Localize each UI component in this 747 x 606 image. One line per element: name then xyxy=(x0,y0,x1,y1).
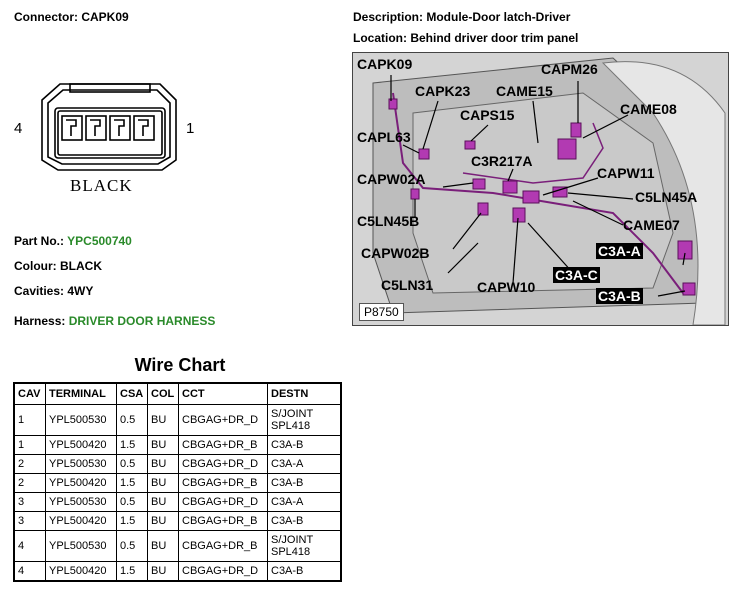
pin-label-left: 4 xyxy=(14,120,23,137)
cell-csa: 0.5 xyxy=(117,531,148,562)
callout-came07: CAME07 xyxy=(623,217,680,233)
part-label: Part No.: xyxy=(14,234,65,248)
cell-col: BU xyxy=(148,512,179,531)
header-col: COL xyxy=(148,383,179,405)
callout-capw02a: CAPW02A xyxy=(357,171,426,187)
table-row xyxy=(14,474,341,493)
cavities-line xyxy=(14,284,93,298)
header-destn: DESTN xyxy=(268,383,342,405)
cell-terminal: YPL500420 xyxy=(46,436,117,455)
description-line xyxy=(353,10,570,24)
cell-cav: 2 xyxy=(14,455,46,474)
connector-label: Connector: xyxy=(14,10,78,24)
cell-cct: CBGAG+DR_D xyxy=(179,493,268,512)
cell-terminal: YPL500530 xyxy=(46,455,117,474)
location-photo xyxy=(352,52,729,326)
wire-chart-title: Wire Chart xyxy=(134,355,226,375)
cell-cav: 3 xyxy=(14,512,46,531)
cell-destn: C3A-A xyxy=(268,455,342,474)
table-row xyxy=(14,493,341,512)
cell-csa: 0.5 xyxy=(117,405,148,436)
cell-cct: CBGAG+DR_D xyxy=(179,405,268,436)
cell-terminal: YPL500530 xyxy=(46,405,117,436)
cell-destn: C3A-B xyxy=(268,562,342,582)
callout-c3a-b: C3A-B xyxy=(598,288,641,304)
cell-csa: 0.5 xyxy=(117,455,148,474)
harness-value: DRIVER DOOR HARNESS xyxy=(68,314,216,328)
pin-label-right: 1 xyxy=(186,120,195,137)
callout-capk09: CAPK09 xyxy=(357,56,413,72)
connector-id: CAPK09 xyxy=(81,10,129,24)
header-cav: CAV xyxy=(14,383,46,405)
callout-caps15: CAPS15 xyxy=(460,107,515,123)
cell-cav: 4 xyxy=(14,562,46,582)
cell-col: BU xyxy=(148,474,179,493)
callout-capl63: CAPL63 xyxy=(357,129,411,145)
photo-code: P8750 xyxy=(359,303,404,321)
cell-destn: C3A-A xyxy=(268,493,342,512)
cell-csa: 1.5 xyxy=(117,436,148,455)
table-row xyxy=(14,531,341,562)
cell-csa: 1.5 xyxy=(117,474,148,493)
cell-destn: C3A-B xyxy=(268,512,342,531)
cell-cct: CBGAG+DR_B xyxy=(179,531,268,562)
cell-col: BU xyxy=(148,455,179,474)
table-row xyxy=(14,512,341,531)
table-row xyxy=(14,436,341,455)
cell-cav: 4 xyxy=(14,531,46,562)
cell-terminal: YPL500420 xyxy=(46,562,117,582)
cell-col: BU xyxy=(148,436,179,455)
cell-terminal: YPL500530 xyxy=(46,531,117,562)
header-csa: CSA xyxy=(117,383,148,405)
cell-cav: 2 xyxy=(14,474,46,493)
wire-chart-table xyxy=(13,382,342,582)
callout-c5ln31: C5LN31 xyxy=(381,277,434,293)
harness-label: Harness: xyxy=(14,314,66,328)
connector-color-text: BLACK xyxy=(70,176,133,195)
callout-came08: CAME08 xyxy=(620,101,677,117)
cell-destn: S/JOINT SPL418 xyxy=(268,531,342,562)
description-label: Description: xyxy=(353,10,424,24)
cell-csa: 0.5 xyxy=(117,493,148,512)
cell-cct: CBGAG+DR_B xyxy=(179,436,268,455)
harness-line xyxy=(14,314,215,328)
header-cct: CCT xyxy=(179,383,268,405)
cell-cct: CBGAG+DR_B xyxy=(179,474,268,493)
header-terminal: TERMINAL xyxy=(46,383,117,405)
table-header-row xyxy=(14,383,341,405)
cell-csa: 1.5 xyxy=(117,512,148,531)
table-row xyxy=(14,562,341,582)
colour-line xyxy=(14,259,102,273)
cell-destn: C3A-B xyxy=(268,474,342,493)
cell-terminal: YPL500420 xyxy=(46,512,117,531)
connector-header xyxy=(14,10,129,24)
callout-c3a-c: C3A-C xyxy=(555,267,598,283)
callout-c5ln45a: C5LN45A xyxy=(635,189,698,205)
cell-col: BU xyxy=(148,562,179,582)
callout-capm26: CAPM26 xyxy=(541,61,598,77)
cell-cav: 1 xyxy=(14,436,46,455)
table-row xyxy=(14,455,341,474)
cell-col: BU xyxy=(148,531,179,562)
callout-c3r217a: C3R217A xyxy=(471,153,533,169)
cell-cav: 1 xyxy=(14,405,46,436)
cell-cct: CBGAG+DR_D xyxy=(179,455,268,474)
part-value: YPC500740 xyxy=(67,234,132,248)
cell-col: BU xyxy=(148,405,179,436)
cell-cct: CBGAG+DR_D xyxy=(179,562,268,582)
colour-label: Colour: xyxy=(14,259,57,273)
cell-cav: 3 xyxy=(14,493,46,512)
cell-cct: CBGAG+DR_B xyxy=(179,512,268,531)
cell-terminal: YPL500530 xyxy=(46,493,117,512)
table-row xyxy=(14,405,341,436)
callout-capw11: CAPW11 xyxy=(597,165,655,181)
callout-capw02b: CAPW02B xyxy=(361,245,430,261)
location-value: Behind driver door trim panel xyxy=(410,31,579,45)
location-line xyxy=(353,31,578,45)
cell-destn: S/JOINT SPL418 xyxy=(268,405,342,436)
cavities-label: Cavities: xyxy=(14,284,65,298)
cell-csa: 1.5 xyxy=(117,562,148,582)
part-number-line xyxy=(14,234,132,248)
callout-came15: CAME15 xyxy=(496,83,553,99)
callout-capw10: CAPW10 xyxy=(477,279,536,295)
cavities-value: 4WY xyxy=(67,284,94,298)
cell-terminal: YPL500420 xyxy=(46,474,117,493)
callout-c5ln45b: C5LN45B xyxy=(357,213,420,229)
description-value: Module-Door latch-Driver xyxy=(426,10,571,24)
colour-value: BLACK xyxy=(60,259,102,273)
callout-c3a-a: C3A-A xyxy=(598,243,641,259)
callout-capk23: CAPK23 xyxy=(415,83,471,99)
cell-destn: C3A-B xyxy=(268,436,342,455)
cell-col: BU xyxy=(148,493,179,512)
location-label: Location: xyxy=(353,31,407,45)
